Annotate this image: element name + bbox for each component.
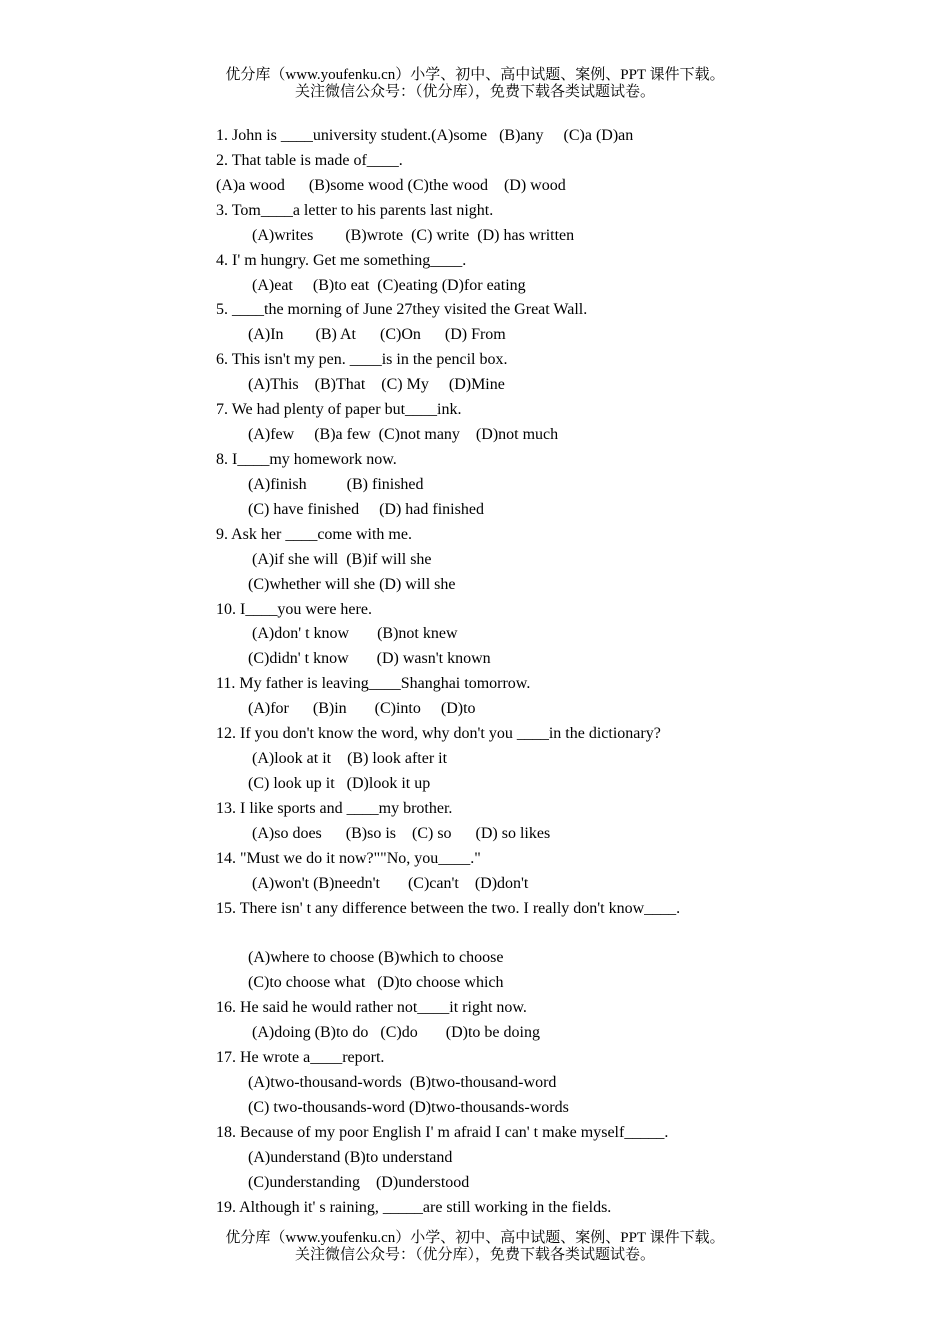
question-17: 17. He wrote a____report.: [216, 1049, 385, 1067]
question-5: 5. ____the morning of June 27they visited the Great Wall.: [216, 301, 588, 319]
question-12-options-c-d: (C) look up it (D)look it up: [216, 774, 431, 792]
question-17-options-a-b: (A)two-thousand-words (B)two-thousand-word: [216, 1074, 557, 1092]
question-9-options-a-b: (A)if she will (B)if will she: [216, 550, 432, 568]
question-13: 13. I like sports and ____my brother.: [216, 799, 453, 817]
question-2-options: (A)a wood (B)some wood (C)the wood (D) wood: [216, 176, 566, 194]
question-14: 14. "Must we do it now?""No, you____.": [216, 849, 481, 867]
question-9-options-c-d: (C)whether will she (D) will she: [216, 575, 456, 593]
question-10-options-c-d: (C)didn' t know (D) wasn't known: [216, 650, 491, 668]
question-8: 8. I____my homework now.: [216, 450, 397, 468]
question-18: 18. Because of my poor English I' m afraid I can' t make myself_____.: [216, 1123, 669, 1141]
question-6: 6. This isn't my pen. ____is in the pencil box.: [216, 351, 508, 369]
question-15-options-a-b: (A)where to choose (B)which to choose: [216, 949, 504, 967]
footer-line-1: 优分库（www.youfenku.cn）小学、初中、高中试题、案例、PPT 课件下载。: [225, 1230, 725, 1246]
question-3-options: (A)writes (B)wrote (C) write (D) has written: [216, 226, 575, 244]
question-11: 11. My father is leaving____Shanghai tomorrow.: [216, 675, 531, 693]
question-3: 3. Tom____a letter to his parents last night.: [216, 201, 494, 219]
question-1: 1. John is ____university student.(A)some (B)any (C)a (D)an: [216, 127, 634, 144]
question-7-options: (A)few (B)a few (C)not many (D)not much: [216, 426, 559, 444]
question-5-options: (A)In (B) At (C)On (D) From: [216, 326, 506, 344]
blank-line: [216, 922, 816, 947]
question-7: 7. We had plenty of paper but____ink.: [216, 401, 462, 419]
header-line-1: 优分库（www.youfenku.cn）小学、初中、高中试题、案例、PPT 课件下载。: [225, 67, 725, 83]
question-13-options: (A)so does (B)so is (C) so (D) so likes: [216, 824, 551, 842]
question-15: 15. There isn' t any difference between the two. I really don't know____.: [216, 899, 681, 917]
question-8-options-c-d: (C) have finished (D) had finished: [216, 500, 484, 518]
question-18-options-c-d: (C)understanding (D)understood: [216, 1173, 470, 1191]
question-4: 4. I' m hungry. Get me something____.: [216, 251, 467, 269]
question-10-options-a-b: (A)don' t know (B)not knew: [216, 625, 458, 643]
question-2: 2. That table is made of____.: [216, 151, 403, 169]
question-4-options: (A)eat (B)to eat (C)eating (D)for eating: [216, 276, 526, 294]
question-12-options-a-b: (A)look at it (B) look after it: [216, 750, 448, 768]
page-footer: [0, 1230, 950, 1264]
question-14-options: (A)won't (B)needn't (C)can't (D)don't: [216, 874, 529, 892]
question-11-options: (A)for (B)in (C)into (D)to: [216, 700, 476, 718]
question-12: 12. If you don't know the word, why don't you ____in the dictionary?: [216, 725, 661, 743]
question-15-options-c-d: (C)to choose what (D)to choose which: [216, 974, 504, 992]
question-8-options-a-b: (A)finish (B) finished: [216, 475, 424, 493]
question-list: [216, 124, 816, 1221]
question-18-options-a-b: (A)understand (B)to understand: [216, 1148, 453, 1166]
page-header: [0, 67, 950, 101]
question-9: 9. Ask her ____come with me.: [216, 525, 412, 543]
question-6-options: (A)This (B)That (C) My (D)Mine: [216, 376, 505, 394]
question-16: 16. He said he would rather not____it right now.: [216, 999, 527, 1017]
question-19: 19. Although it' s raining, _____are still working in the fields.: [216, 1198, 612, 1216]
footer-line-2: 关注微信公众号：（优分库），免费下载各类试题试卷。: [294, 1247, 655, 1263]
question-17-options-c-d: (C) two-thousands-word (D)two-thousands-words: [216, 1098, 569, 1116]
question-16-options: (A)doing (B)to do (C)do (D)to be doing: [216, 1024, 540, 1042]
header-line-2: 关注微信公众号：（优分库），免费下载各类试题试卷。: [294, 84, 655, 100]
question-10: 10. I____you were here.: [216, 600, 372, 618]
